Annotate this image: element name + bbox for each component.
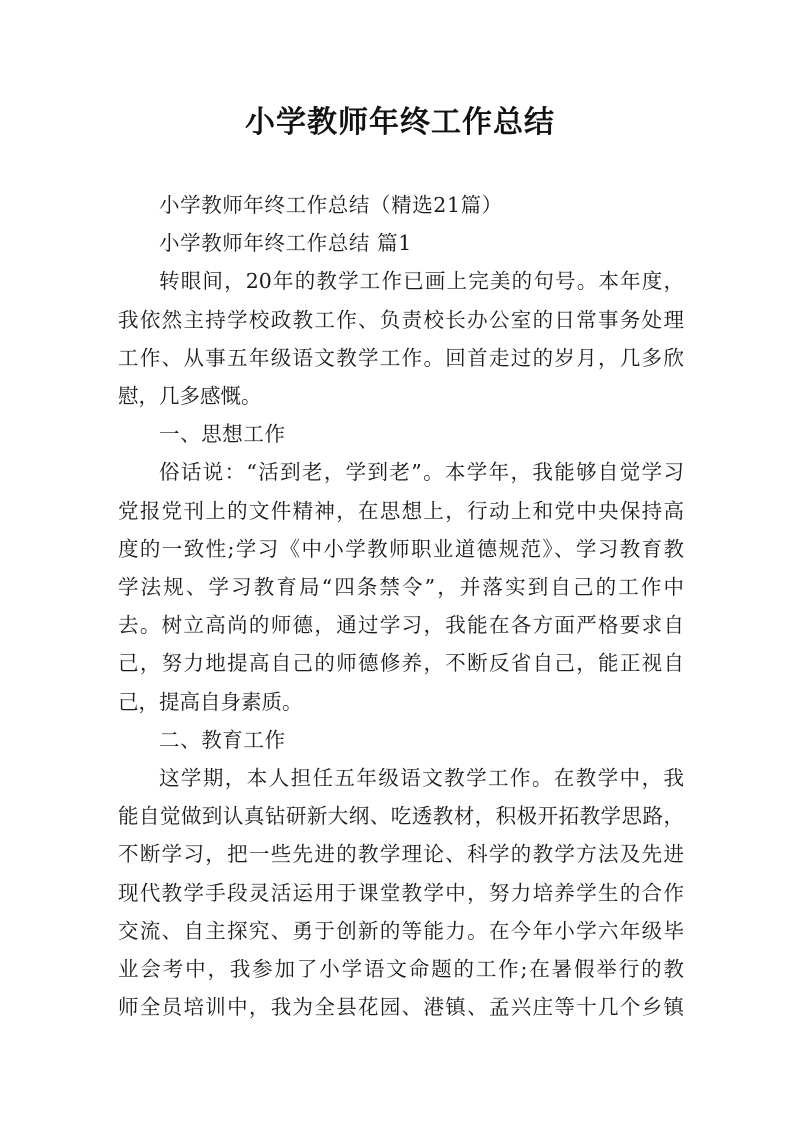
document-title: 小学教师年终工作总结	[245, 105, 555, 140]
text-line: 师全员培训中，我为全县花园、港镇、孟兴庄等十几个乡镇	[118, 995, 684, 1020]
section-heading-teaching: 二、教育工作	[159, 727, 286, 752]
text-line: 去。树立高尚的师德，通过学习，我能在各方面严格要求自	[118, 613, 684, 638]
document-subtitle: 小学教师年终工作总结（精选21篇）	[159, 193, 503, 217]
text-line: 慰，几多感慨。	[118, 384, 262, 409]
section-label: 小学教师年终工作总结 篇1	[159, 231, 412, 256]
text-line: 己，努力地提高自己的师德修养，不断反省自己，能正视自	[118, 651, 684, 676]
text-line: 党报党刊上的文件精神，在思想上，行动上和党中央保持高	[118, 498, 684, 523]
text-line: 现代教学手段灵活运用于课堂教学中，努力培养学生的合作	[118, 880, 684, 905]
text-line: 度的一致性;学习《中小学教师职业道德规范》、学习教育教	[118, 536, 684, 561]
text-line: 交流、自主探究、勇于创新的等能力。在今年小学六年级毕	[118, 918, 684, 943]
text-line: 不断学习，把一些先进的教学理论、科学的教学方法及先进	[118, 842, 684, 867]
text-line: 我依然主持学校政教工作、负责校长办公室的日常事务处理	[118, 307, 684, 332]
text-line: 能自觉做到认真钻研新大纲、吃透教材，积极开拓教学思路，	[118, 804, 684, 829]
text-line: 这学期，本人担任五年级语文教学工作。在教学中，我	[159, 766, 684, 791]
text-line: 己，提高自身素质。	[118, 689, 303, 714]
text-line: 学法规、学习教育局“四条禁令”，并落实到自己的工作中	[118, 575, 684, 600]
paragraph-thought	[118, 453, 684, 720]
section-heading-thought: 一、思想工作	[159, 422, 286, 447]
paragraph-teaching	[118, 759, 684, 1026]
document-body	[118, 186, 684, 1026]
text-line: 业会考中，我参加了小学语文命题的工作;在暑假举行的教	[118, 957, 684, 982]
text-line: 工作、从事五年级语文教学工作。回首走过的岁月，几多欣	[118, 345, 684, 370]
paragraph-intro	[118, 262, 684, 415]
text-line: 俗话说：“活到老，学到老”。本学年，我能够自觉学习	[159, 460, 684, 485]
text-line: 转眼间，20年的教学工作已画上完美的句号。本年度，	[159, 269, 684, 294]
